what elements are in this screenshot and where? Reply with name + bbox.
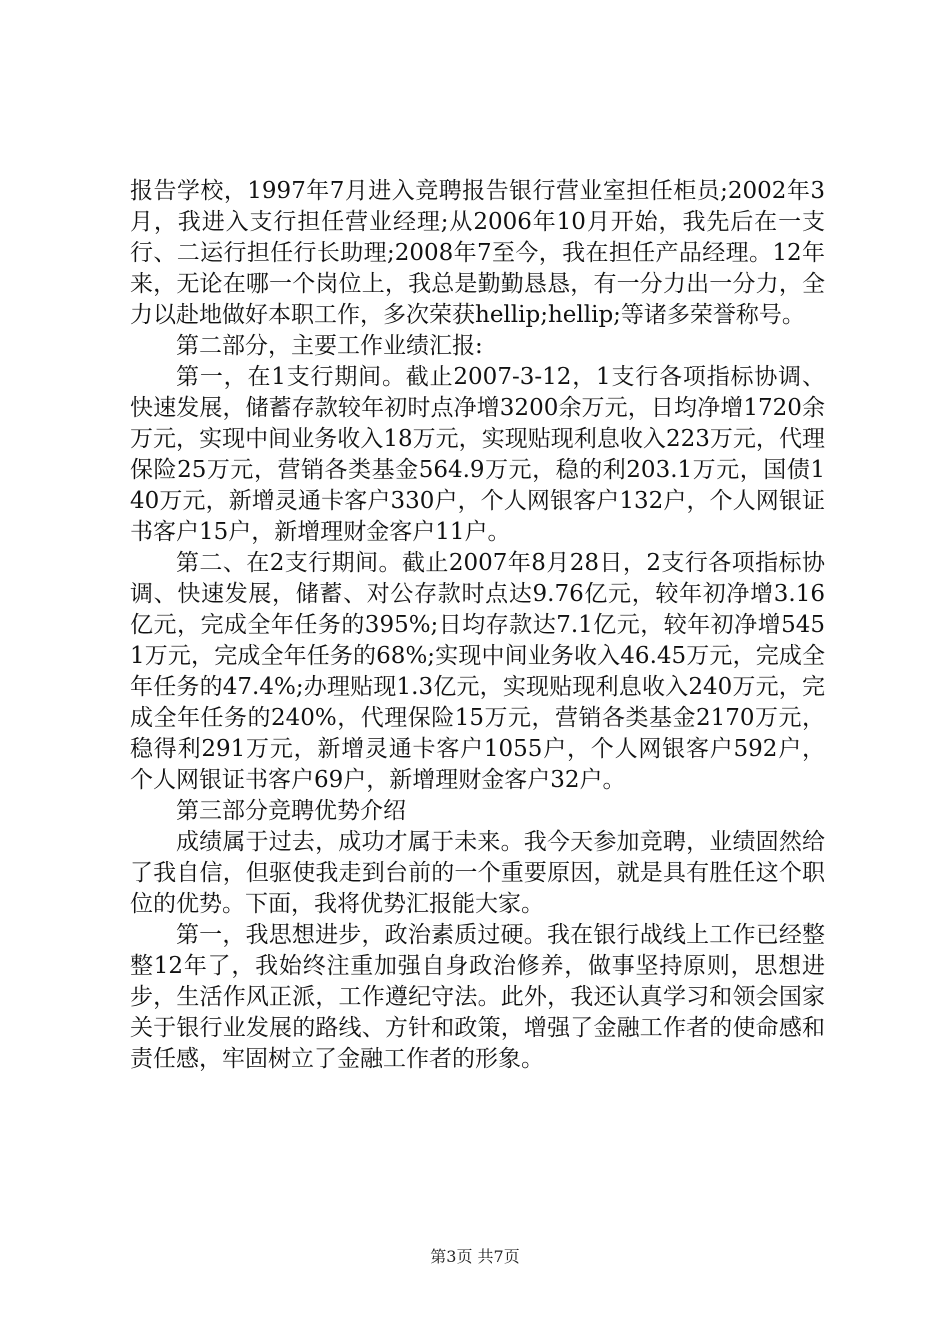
section-heading-part-two: 第二部分，主要工作业绩汇报: — [176, 333, 483, 359]
paragraph-advantage-one: 第一，我思想进步，政治素质过硬。我在银行战线上工作已经整整12年了，我始终注重加强自身政治修养，做事坚持原则，思想进步，生活作风正派，工作遵纪守法。此外，我还认真学习和领会国家关于银行业发展的路线、方针和政策，增强了金融工作者的使命感和责任感，牢固树立了金融工作者的形象。 — [130, 922, 825, 1072]
page-number: 第3页 共7页 — [430, 1247, 520, 1266]
paragraph-career-history: 报告学校，1997年7月进入竞聘报告银行营业室担任柜员;2002年3月，我进入支行担任营业经理;从2006年10月开始，我先后在一支行、二运行担任行长助理;2008年7至今，我在担任产品经理。12年来，无论在哪一个岗位上，我总是勤勤恳恳，有一分力出一分力，全力以赴地做好本职工作，多次荣获hellip;hellip;等诸多荣誉称号。 — [130, 178, 825, 328]
section-heading-part-three: 第三部分竞聘优势介绍 — [176, 798, 406, 824]
document-body — [130, 176, 825, 1075]
paragraph-advantages-intro: 成绩属于过去，成功才属于未来。我今天参加竞聘，业绩固然给了我自信，但驱使我走到台前的一个重要原因，就是具有胜任这个职位的优势。下面，我将优势汇报能大家。 — [130, 829, 825, 917]
paragraph-branch-2: 第二、在2支行期间。截止2007年8月28日，2支行各项指标协调、快速发展，储蓄、对公存款时点达9.76亿元，较年初净增3.16亿元，完成全年任务的395%;日均存款达7.1亿元，较年初净增5451万元，完成全年任务的68%;实现中间业务收入46.45万元，完成全年任务的47.4%;办理贴现1.3亿元，实现贴现利息收入240万元，完成全年任务的240%，代理保险15万元，营销各类基金2170万元，稳得利291万元，新增灵通卡客户1055户，个人网银客户592户，个人网银证书客户69户，新增理财金客户32户。 — [130, 550, 825, 793]
paragraph-branch-1: 第一，在1支行期间。截止2007-3-12，1支行各项指标协调、快速发展，储蓄存款较年初时点净增3200余万元，日均净增1720余万元，实现中间业务收入18万元，实现贴现利息收入223万元，代理保险25万元，营销各类基金564.9万元，稳的利203.1万元，国债140万元，新增灵通卡客户330户，个人网银客户132户，个人网银证书客户15户，新增理财金客户11户。 — [130, 364, 825, 545]
page-footer — [0, 1244, 950, 1267]
